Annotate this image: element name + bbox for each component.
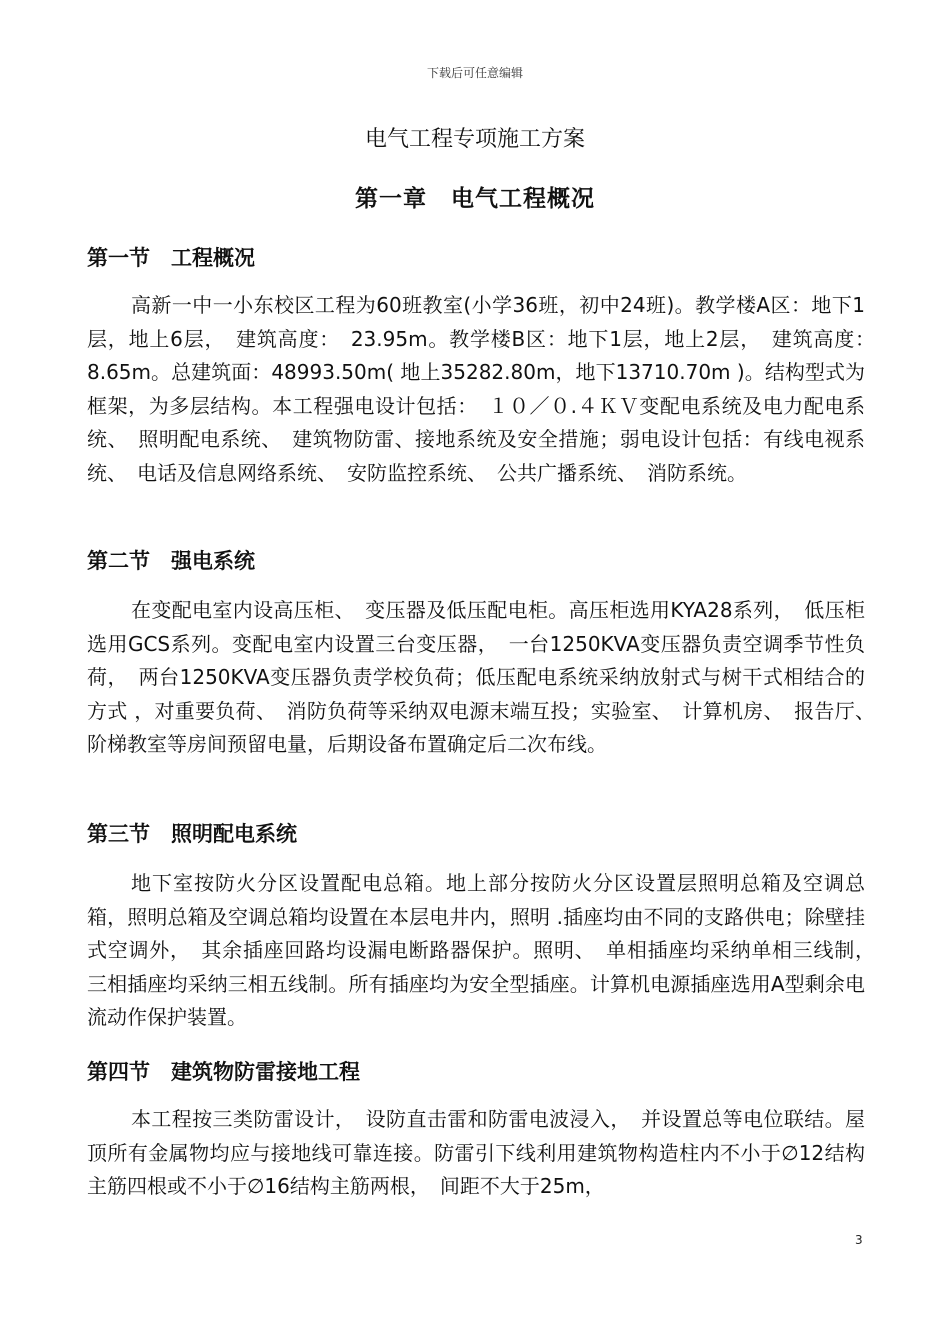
section-body-lighting: 地下室按防火分区设置配电总箱。地上部分按防火分区设置层照明总箱及空调总箱，照明总箱及空调总箱均设置在本层电井内，照明 .插座均由不同的支路供电；除壁挂式空调外， 其余插座回路均设漏电断路器保护。照明、 单相插座均采纳单相三线制， 三相插座均采纳三相五线制。所有插座均为安全型插座。计算机电源插座选用A型剩余电流动作保护装置。 bbox=[87, 871, 885, 1030]
page-number: 3 bbox=[855, 1233, 863, 1247]
chapter-title: 第一章 电气工程概况 bbox=[355, 186, 595, 212]
section-heading-overview: 第一节 工程概况 bbox=[87, 246, 255, 270]
section-body-lightning-protection: 本工程按三类防雷设计， 设防直击雷和防雷电波浸入， 并设置总等电位联结。屋顶所有金属物均应与接地线可靠连接。防雷引下线利用建筑物构造柱内不小于∅12结构主筋四根或不小于∅16结构主筋两根， 间距不大于25m， bbox=[87, 1107, 865, 1199]
section-body-power-system: 在变配电室内设高压柜、 变压器及低压配电柜。高压柜选用KYA28系列， 低压柜选用GCS系列。变配电室内设置三台变压器， 一台1250KVA变压器负责空调季节性负荷， 两台1250KVA变压器负责学校负荷；低压配电系统采纳放射式与树干式相结合的方式 ，对重要负荷、 消防负荷等采纳双电源末端互投；实验室、 计算机房、 报告厅、 阶梯教室等房间预留电量，后期设备布置确定后二次布线。 bbox=[87, 598, 885, 757]
section-body-overview: 高新一中一小东校区工程为60班教室(小学36班，初中24班)。教学楼A区：地下1层，地上6层， 建筑高度： 23.95m。教学楼B区：地下1层，地上2层， 建筑高度： 8.65m。总建筑面：48993.50m( 地上35282.80m，地下13710.70m )。结构型式为框架，为多层结构。本工程强电设计包括： １０／０.４ＫＶ变配电系统及电力配电系统、 照明配电系统、 建筑物防雷、接地系统及安全措施；弱电设计包括：有线电视系统、 电话及信息网络系统、 安防监控系统、 公共广播系统、 消防系统。 bbox=[87, 293, 885, 485]
section-heading-lightning-protection: 第四节 建筑物防雷接地工程 bbox=[87, 1060, 360, 1084]
section-heading-power-system: 第二节 强电系统 bbox=[87, 549, 255, 573]
section-heading-lighting: 第三节 照明配电系统 bbox=[87, 822, 297, 846]
header-note: 下载后可任意编辑 bbox=[426, 66, 523, 80]
document-title: 电气工程专项施工方案 bbox=[364, 127, 585, 152]
